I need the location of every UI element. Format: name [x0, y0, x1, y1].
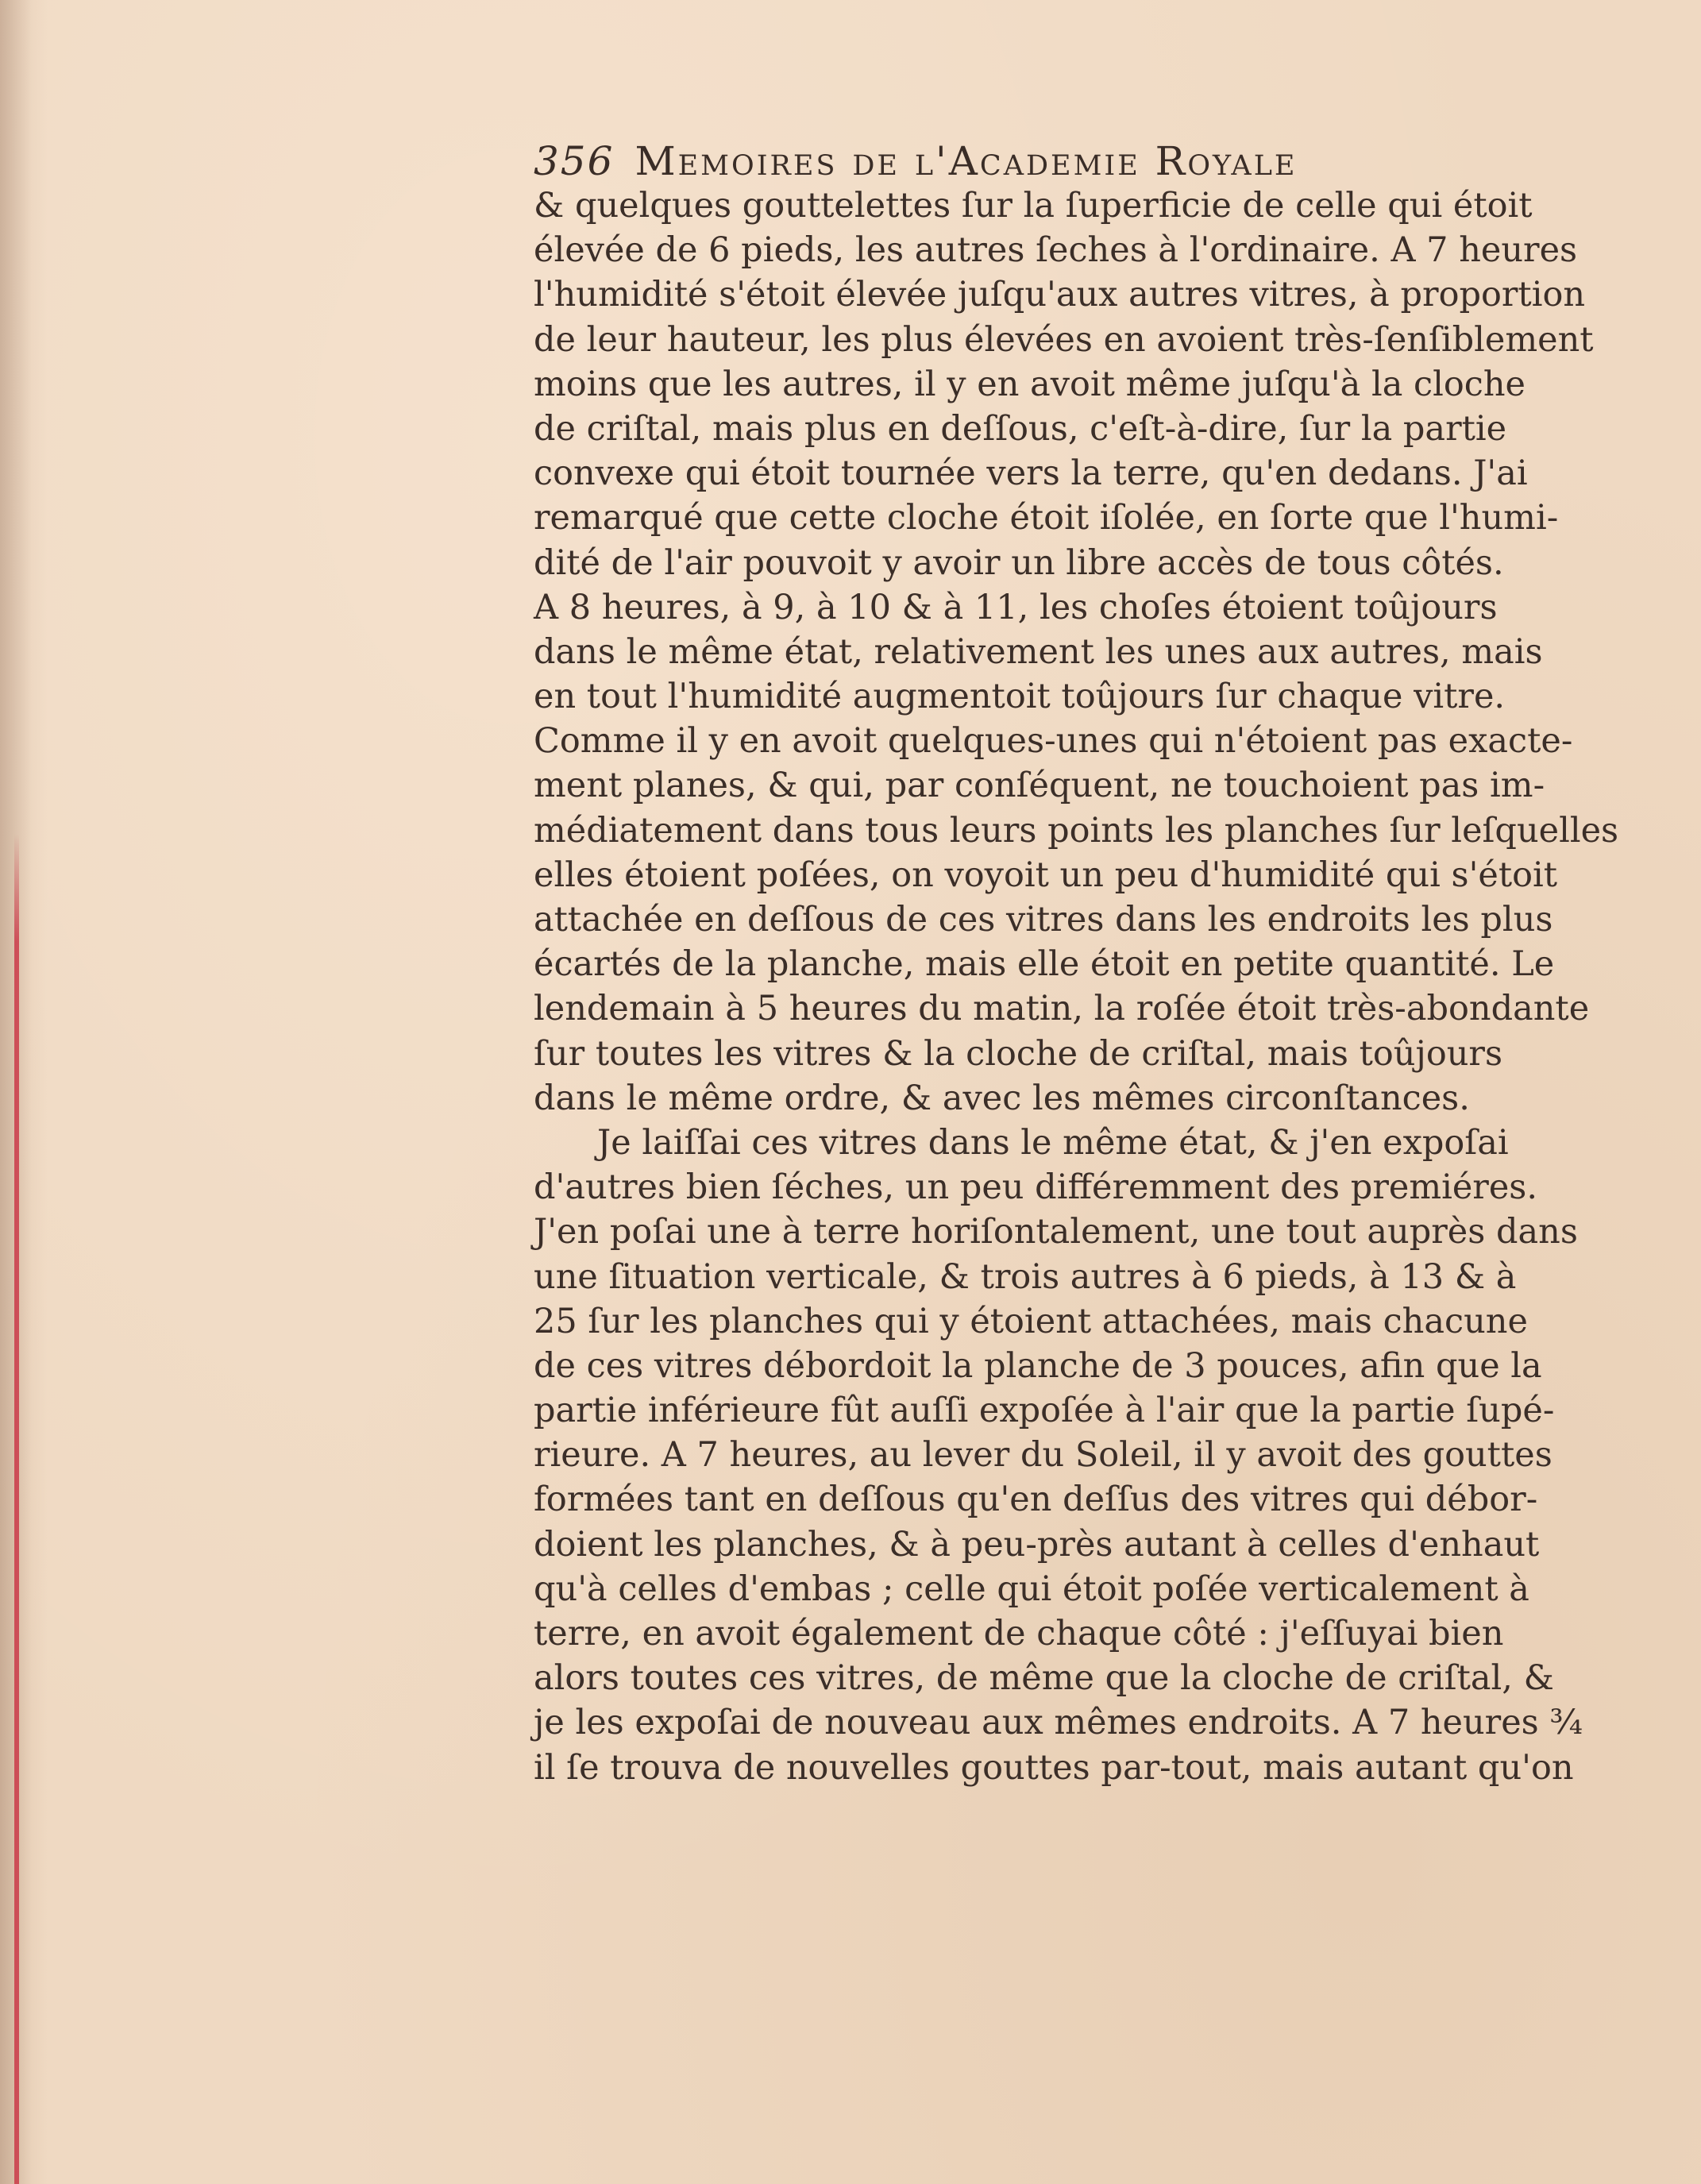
text-line: une ſituation verticale, & trois autres à 6 pieds, à 13 & à	[534, 1256, 1517, 1297]
text-line: de criſtal, mais plus en deſſous, c'eſt-à-dire, ſur la partie	[534, 408, 1507, 449]
text-line: dans le même ordre, & avec les mêmes circonſtances.	[534, 1078, 1470, 1118]
text-line: elles étoient poſées, on voyoit un peu d'humidité qui s'étoit	[534, 855, 1558, 895]
text-line: l'humidité s'étoit élevée juſqu'aux autres vitres, à proportion	[534, 275, 1586, 315]
text-line: remarqué que cette cloche étoit iſolée, en ſorte que l'humi-	[534, 498, 1559, 538]
page-red-edge	[14, 834, 19, 2184]
text-line: moins que les autres, il y en avoit même juſqu'à la cloche	[534, 364, 1526, 404]
text-line: partie inférieure fût auſſi expoſée à l'air que la partie ſupé-	[534, 1391, 1555, 1431]
text-line: & quelques gouttelettes ſur la ſuperficie de celle qui étoit	[534, 186, 1533, 226]
text-line: Comme il y en avoit quelques-unes qui n'étoient pas exacte-	[534, 721, 1573, 762]
text-line: je les expoſai de nouveau aux mêmes endroits. A 7 heures ¾	[534, 1703, 1583, 1743]
paragraph-1	[534, 183, 1619, 1121]
text-line: alors toutes ces vitres, de même que la cloche de criſtal, &	[534, 1658, 1554, 1699]
text-line: qu'à celles d'embas ; celle qui étoit poſée verticalement à	[534, 1569, 1529, 1609]
text-line: formées tant en deſſous qu'en deſſus des vitres qui débor-	[534, 1480, 1538, 1520]
text-line: de ces vitres débordoit la planche de 3 pouces, afin que la	[534, 1345, 1542, 1386]
page-header	[534, 139, 1495, 183]
text-line: convexe qui étoit tournée vers la terre, qu'en dedans. J'ai	[534, 453, 1528, 494]
text-line: élevée de 6 pieds, les autres ſeches à l'ordinaire. A 7 heures	[534, 230, 1578, 271]
text-line: en tout l'humidité augmentoit toûjours ſur chaque vitre.	[534, 677, 1506, 717]
running-head: Memoires de l'Academie Royale	[634, 138, 1298, 184]
text-line: médiatement dans tous leurs points les planches ſur leſquelles	[534, 810, 1619, 851]
text-line: écartés de la planche, mais elle étoit en petite quantité. Le	[534, 944, 1555, 985]
paragraph-2	[534, 1121, 1583, 1790]
text-line: de leur hauteur, les plus élevées en avoient très-ſenſiblement	[534, 319, 1594, 360]
text-block	[534, 138, 1619, 1790]
text-line: terre, en avoit également de chaque côté : j'eſſuyai bien	[534, 1614, 1504, 1653]
text-line: il ſe trouva de nouvelles gouttes par-tout, mais autant qu'on	[534, 1747, 1574, 1788]
text-line: attachée en deſſous de ces vitres dans les endroits les plus	[534, 900, 1553, 940]
text-line: dans le même état, relativement les unes aux autres, mais	[534, 631, 1543, 672]
text-line: rieure. A 7 heures, au lever du Soleil, il y avoit des gouttes	[534, 1435, 1552, 1476]
text-line: ment planes, & qui, par conſéquent, ne touchoient pas im-	[534, 766, 1545, 806]
text-line: d'autres bien ſéches, un peu différemment des premiéres.	[534, 1167, 1538, 1208]
page-number: 356	[534, 138, 615, 184]
text-line: lendemain à 5 heures du matin, la roſée étoit très-abondante	[534, 989, 1590, 1029]
text-line: 25 ſur les planches qui y étoient attachées, mais chacune	[534, 1301, 1528, 1341]
text-line: doient les planches, & à peu-près autant à celles d'enhaut	[534, 1524, 1540, 1565]
text-line: A 8 heures, à 9, à 10 & à 11, les choſes étoient toûjours	[534, 587, 1498, 627]
text-line: dité de l'air pouvoit y avoir un libre accès de tous côtés.	[534, 542, 1504, 583]
text-line: Je laiſſai ces vitres dans le même état, & j'en expoſai	[597, 1122, 1509, 1163]
text-line: J'en poſai une à terre horiſontalement, une tout auprès dans	[534, 1212, 1578, 1252]
text-line: ſur toutes les vitres & la cloche de criſtal, mais toûjours	[534, 1033, 1503, 1074]
